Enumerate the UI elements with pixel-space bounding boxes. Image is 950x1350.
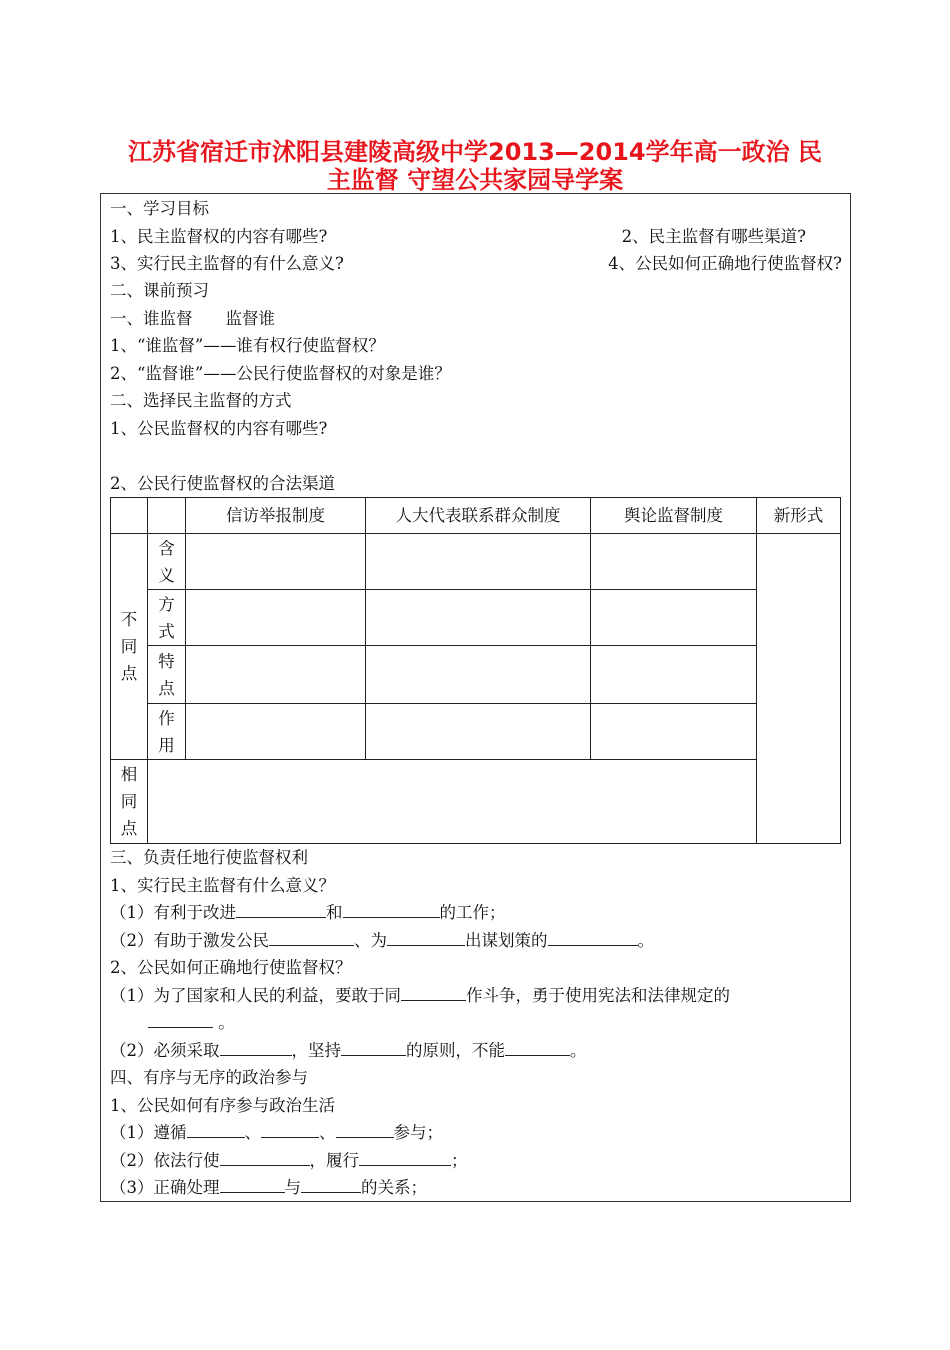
blank[interactable] <box>341 1037 406 1056</box>
answer-cell[interactable] <box>186 534 366 590</box>
question: 1、“谁监督”——谁有权行使监督权？ <box>110 336 385 355</box>
blank[interactable] <box>343 899 440 918</box>
subheading: 一、谁监督 监督谁 <box>110 309 275 328</box>
question: 2、“监督谁”——公民行使监督权的对象是谁？ <box>110 364 451 383</box>
blank[interactable] <box>336 1119 394 1138</box>
col-header: 新形式 <box>757 498 841 534</box>
blank[interactable] <box>387 927 465 946</box>
subheading: 二、选择民主监督的方式 <box>110 391 292 410</box>
worksheet-box <box>100 193 851 1202</box>
blank[interactable] <box>301 1174 361 1193</box>
question: 1、实行民主监督有什么意义？ <box>110 876 335 895</box>
row-group-label: 不同点 <box>120 610 138 683</box>
question: 2、公民行使监督权的合法渠道 <box>110 474 335 493</box>
answer-cell[interactable] <box>148 760 757 844</box>
channels-table <box>110 497 841 844</box>
fill-line: （1）有利于改进 和 的工作； <box>110 899 842 926</box>
answer-cell[interactable] <box>366 590 591 646</box>
blank[interactable] <box>401 982 466 1001</box>
goal-1: 1、民主监督权的内容有哪些? <box>110 227 328 246</box>
answer-cell[interactable] <box>366 646 591 704</box>
blank[interactable] <box>220 1037 292 1056</box>
question: 2、公民如何正确地行使监督权？ <box>110 958 352 977</box>
fill-line: （1）遵循 、 、 参与； <box>110 1119 842 1146</box>
row-label: 方式 <box>158 594 175 641</box>
fill-line: （2）依法行使 ，履行 ； <box>110 1147 842 1174</box>
row-label: 含义 <box>158 538 175 585</box>
row-group-label: 相同点 <box>120 765 138 838</box>
answer-cell[interactable] <box>757 534 841 844</box>
fill-line: （2）必须采取 ，坚持 的原则，不能 。 <box>110 1037 842 1064</box>
col-header: 舆论监督制度 <box>591 498 757 534</box>
answer-cell[interactable] <box>591 534 757 590</box>
answer-cell[interactable] <box>591 590 757 646</box>
section-heading: 三、负责任地行使监督权利 <box>110 848 308 867</box>
goal-3: 3、实行民主监督的有什么意义? <box>110 254 344 273</box>
section-heading: 四、有序与无序的政治参与 <box>110 1068 308 1087</box>
answer-cell[interactable] <box>591 704 757 760</box>
blank[interactable] <box>148 1009 213 1028</box>
goal-4: 4、公民如何正确地行使监督权? <box>608 254 842 273</box>
blank[interactable] <box>359 1147 451 1166</box>
blank[interactable] <box>187 1119 245 1138</box>
blank[interactable] <box>505 1037 570 1056</box>
question: 1、公民如何有序参与政治生活 <box>110 1096 335 1115</box>
row-label: 作用 <box>158 708 175 755</box>
doc-title-line1: 江苏省宿迁市沭阳县建陵高级中学2013—2014学年高一政治 民 <box>128 138 822 166</box>
blank[interactable] <box>261 1119 319 1138</box>
answer-cell[interactable] <box>186 590 366 646</box>
question: 1、公民监督权的内容有哪些? <box>110 419 328 438</box>
blank[interactable] <box>548 927 638 946</box>
fill-line: （1）为了国家和人民的利益，要敢于同 作斗争，勇于使用宪法和法律规定的 <box>110 982 842 1009</box>
answer-cell[interactable] <box>366 534 591 590</box>
blank[interactable] <box>220 1174 285 1193</box>
blank[interactable] <box>236 899 326 918</box>
answer-cell[interactable] <box>186 646 366 704</box>
blank[interactable] <box>220 1147 310 1166</box>
section-heading: 一、学习目标 <box>110 199 209 218</box>
section-heading: 二、课前预习 <box>110 281 209 300</box>
answer-cell[interactable] <box>366 704 591 760</box>
answer-cell[interactable] <box>591 646 757 704</box>
goal-row <box>110 223 842 250</box>
fill-line: 。 <box>148 1009 842 1036</box>
goal-2: 2、民主监督有哪些渠道? <box>621 227 806 246</box>
row-label: 特点 <box>158 651 175 698</box>
fill-line: （3）正确处理 与 的关系； <box>110 1174 842 1201</box>
col-header: 人大代表联系群众制度 <box>366 498 591 534</box>
col-header: 信访举报制度 <box>186 498 366 534</box>
fill-line: （2）有助于激发公民 、为 出谋划策的 。 <box>110 927 842 954</box>
goal-row <box>110 250 842 277</box>
blank[interactable] <box>269 927 354 946</box>
doc-title-line2: 主监督 守望公共家园导学案 <box>326 166 624 194</box>
answer-cell[interactable] <box>186 704 366 760</box>
